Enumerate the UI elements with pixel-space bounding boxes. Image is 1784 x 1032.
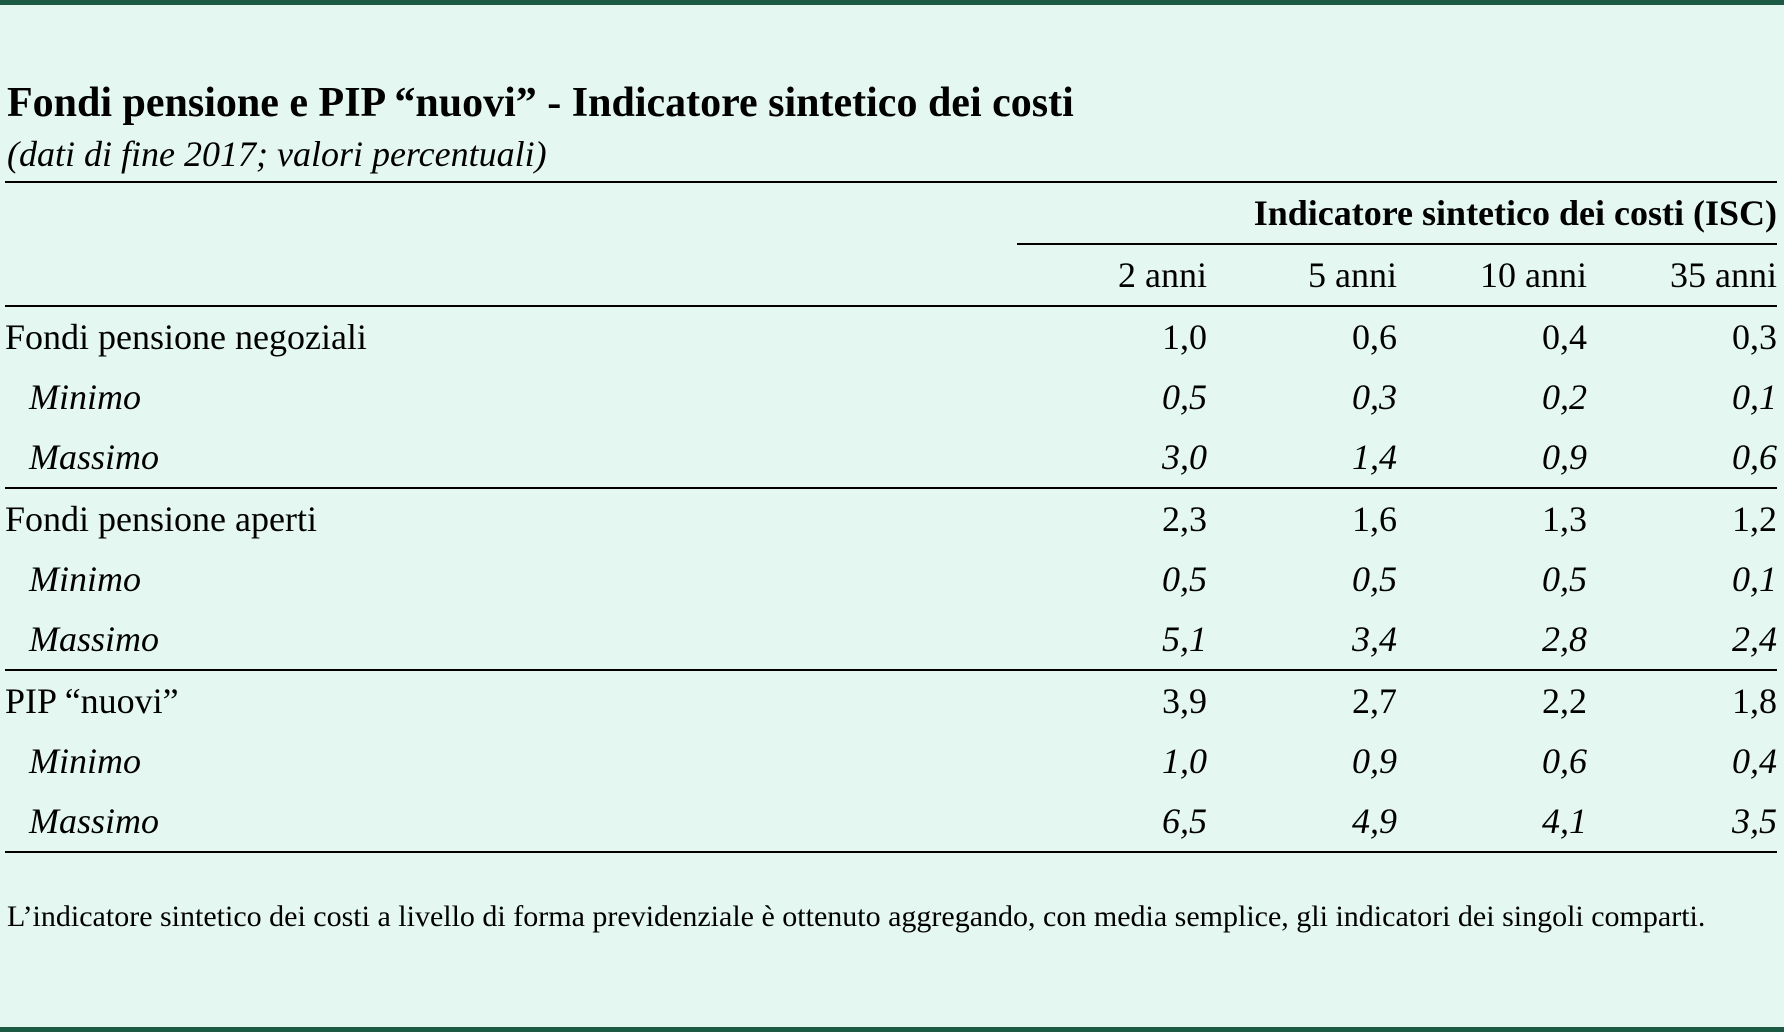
column-header-2-anni: 2 anni	[1017, 244, 1207, 306]
header-row-columns	[5, 244, 1777, 306]
cell-value: 3,9	[1162, 681, 1207, 721]
cell-value: 1,3	[1542, 499, 1587, 539]
table-row-massimo	[5, 609, 1777, 670]
row-label: Fondi pensione negoziali	[5, 317, 367, 357]
cell-value: 4,1	[1542, 801, 1587, 841]
cell-value: 2,3	[1162, 499, 1207, 539]
cell-value: 0,5	[1352, 559, 1397, 599]
cell-value: 3,4	[1207, 609, 1397, 670]
cell-value: 0,1	[1732, 559, 1777, 599]
cell-value: 0,2	[1542, 377, 1587, 417]
row-label: Minimo	[29, 741, 141, 781]
table-row-fondi-negoziali	[5, 306, 1777, 367]
cell-value: 1,8	[1732, 681, 1777, 721]
cell-value: 0,1	[1732, 377, 1777, 417]
isc-group-header: Indicatore sintetico dei costi (ISC)	[1017, 182, 1777, 244]
cell-value: 0,3	[1352, 377, 1397, 417]
row-label: Minimo	[29, 559, 141, 599]
table-row-minimo	[5, 549, 1777, 609]
table-row-fondi-aperti	[5, 488, 1777, 549]
row-label: Massimo	[5, 609, 1017, 670]
row-label: Fondi pensione aperti	[5, 499, 317, 539]
cell-value: 2,7	[1352, 681, 1397, 721]
table-footnote: L’indicatore sintetico dei costi a livello di forma previdenziale è ottenuto aggregando, con media semplice, gli indicatori dei singoli comparti.	[7, 900, 1706, 933]
cell-value: 1,2	[1732, 499, 1777, 539]
cell-value: 2,2	[1542, 681, 1587, 721]
cell-value: 0,6	[1587, 427, 1777, 488]
cell-value: 0,3	[1732, 317, 1777, 357]
column-header-10-anni: 10 anni	[1397, 244, 1587, 306]
table-row-minimo	[5, 367, 1777, 427]
cell-value: 2,4	[1587, 609, 1777, 670]
cell-value: 0,4	[1732, 741, 1777, 781]
header-spacer	[5, 182, 1017, 244]
cell-value: 0,5	[1162, 377, 1207, 417]
isc-table	[5, 181, 1777, 853]
table-title: Fondi pensione e PIP “nuovi” - Indicatore sintetico dei costi	[7, 80, 1074, 126]
cell-value: 1,6	[1352, 499, 1397, 539]
cell-value: 0,6	[1352, 317, 1397, 357]
table-row-minimo	[5, 731, 1777, 791]
table-row-massimo	[5, 791, 1777, 852]
cell-value: 1,4	[1207, 427, 1397, 488]
cell-value: 0,9	[1352, 741, 1397, 781]
header-row-group	[5, 182, 1777, 244]
cell-value: 5,1	[1017, 609, 1207, 670]
cell-value: 1,0	[1162, 741, 1207, 781]
header-spacer	[5, 244, 1017, 306]
row-label: Massimo	[29, 801, 160, 841]
cell-value: 0,5	[1542, 559, 1587, 599]
row-label: PIP “nuovi”	[5, 681, 179, 721]
cell-value: 0,6	[1542, 741, 1587, 781]
cell-value: 6,5	[1162, 801, 1207, 841]
row-label: Minimo	[29, 377, 141, 417]
cell-value: 3,5	[1732, 801, 1777, 841]
cell-value: 3,0	[1017, 427, 1207, 488]
cell-value: 0,5	[1162, 559, 1207, 599]
cell-value: 0,9	[1397, 427, 1587, 488]
column-header-5-anni: 5 anni	[1207, 244, 1397, 306]
row-label: Massimo	[5, 427, 1017, 488]
cell-value: 2,8	[1397, 609, 1587, 670]
table-row-pip-nuovi	[5, 670, 1777, 731]
table-row-massimo	[5, 427, 1777, 488]
cell-value: 0,4	[1542, 317, 1587, 357]
cell-value: 1,0	[1162, 317, 1207, 357]
cell-value: 4,9	[1352, 801, 1397, 841]
table-subtitle: (dati di fine 2017; valori percentuali)	[7, 134, 547, 174]
column-header-35-anni: 35 anni	[1587, 244, 1777, 306]
